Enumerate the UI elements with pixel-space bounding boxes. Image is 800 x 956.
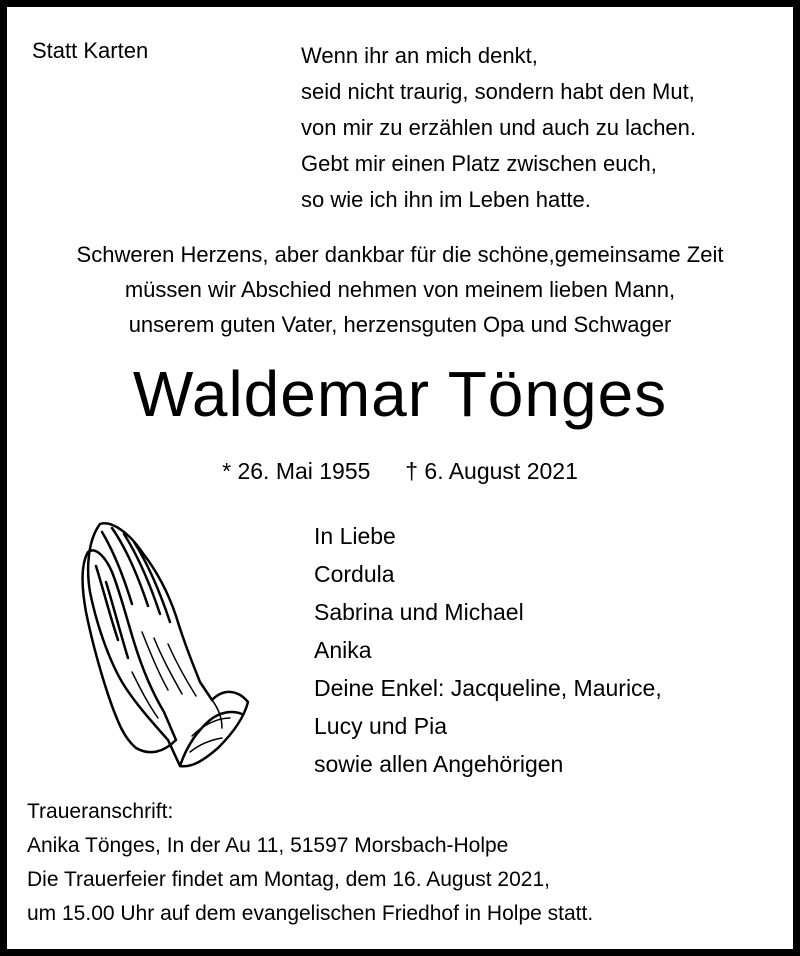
poem-line: Gebt mir einen Platz zwischen euch, (301, 151, 657, 176)
poem-line: von mir zu erzählen und auch zu lachen. (301, 115, 697, 140)
intro-text (7, 237, 793, 342)
intro-line: unserem guten Vater, herzensguten Opa und Schwager (128, 312, 672, 337)
address-heading: Traueranschrift: (27, 800, 174, 823)
family-line: In Liebe (314, 523, 396, 549)
poem-line: so wie ich ihn im Leben hatte. (301, 187, 591, 212)
family-line: Anika (314, 637, 372, 663)
footer-info (27, 795, 593, 931)
family-line: Lucy und Pia (314, 713, 447, 739)
intro-line: Schweren Herzens, aber dankbar für die schöne,gemeinsame Zeit (76, 242, 724, 267)
poem-line: Wenn ihr an mich denkt, (301, 43, 538, 68)
family-line: Deine Enkel: Jacqueline, Maurice, (314, 675, 662, 701)
poem-line: seid nicht traurig, sondern habt den Mut, (301, 79, 695, 104)
service-line: Die Trauerfeier findet am Montag, dem 16. August 2021, (27, 868, 550, 891)
family-line: sowie allen Angehörigen (314, 751, 564, 777)
family-line: Cordula (314, 561, 395, 587)
address-line: Anika Tönges, In der Au 11, 51597 Morsbach-Holpe (27, 834, 509, 857)
family-list (314, 517, 662, 783)
intro-line: müssen wir Abschied nehmen von meinem lieben Mann, (124, 277, 676, 302)
death-date: † 6. August 2021 (405, 458, 578, 484)
obituary-card (7, 7, 793, 949)
deceased-name: Waldemar Tönges (132, 358, 668, 430)
statt-karten-label: Statt Karten (32, 38, 149, 63)
praying-hands-icon (72, 512, 257, 777)
birth-date: * 26. Mai 1955 (222, 458, 371, 484)
family-line: Sabrina und Michael (314, 599, 524, 625)
life-dates (7, 458, 793, 485)
service-line: um 15.00 Uhr auf dem evangelischen Friedhof in Holpe statt. (27, 902, 594, 925)
poem (301, 38, 696, 218)
